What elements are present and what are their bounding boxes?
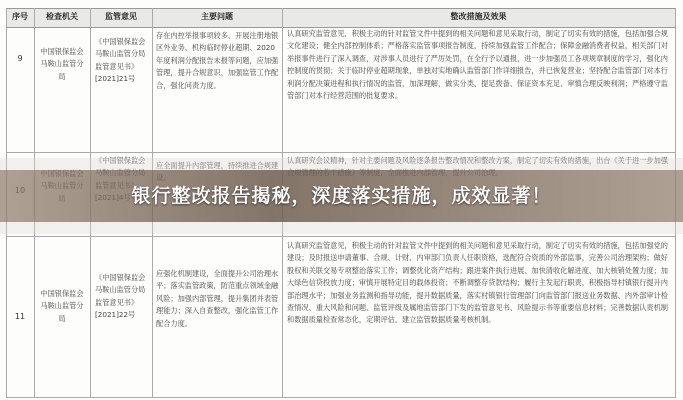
row-number: 11 <box>14 312 26 321</box>
header-agency: 检查机关 <box>46 12 78 21</box>
row-divider <box>6 397 675 398</box>
row-problem: 存在内控举报事项较多、开展注册地银区外业务、机构临时停业超期、2020年度利润分配报告未报等问题，应加强管理，提升合规意识，加强监管工作配合，强化问责力度。 <box>156 31 279 90</box>
row-measures: 认真研究会议精神，针对主要问题及风险逐条报告整改情况和整改方案，制定了切实有效的措施，出台《关于进一步加强 <box>287 156 668 165</box>
row-agency: 中国银保监会马鞍山监管分局 <box>40 289 84 323</box>
row-opinion: 《中国银保监会马鞍山监管分局监管意见书》[2021]22号 <box>95 273 146 320</box>
row-measures: 认真研究监管意见，积极主动的针对监管文件中提到的相关问题和意见采取行动，制定了切实有效的措施，包括加强合规文化建设；健全内部控制体系；严格落实监管事项报告制度，持续加强监管工作配合；保障金融消费者权益，相关部门对举报事件进行了深入调查，对涉事人员进行了严厉处罚，在全行予以通报，进一步加强员工各项规章制度的学习，强化内控制度的贯彻；关于临时停业超期现象，单独对实地确认监管部门作详细报告，并已恢复营业；坚持配合监管部门对本行利润分配决策进程和执行情况的监管，加深理解，做实分类、提足拨备、保证资本充足、审慎合理反映利润；严格遵守监管部门对本行经营范围的批复要求。 <box>287 29 668 101</box>
row-opinion: 《中国银保监会马鞍山监管分局监管意见书》[2021]21号 <box>95 37 146 84</box>
row-problem: 应强化机制建设，全面提升公司治理水平；落实监管政策，防范重点领域金融风险；加强内部管理，提升集团并表管理能力；深入自查整改，强化监管工作配合力度。 <box>156 269 279 328</box>
header-no: 序号 <box>12 12 28 21</box>
header-opinion: 监管意见 <box>105 12 137 21</box>
row-number: 9 <box>17 54 23 63</box>
row-problem: 应全面提升内部管理，持续推进合规建 <box>156 161 279 170</box>
headline-text: 银行整改报告揭秘，深度落实措施，成效显著！ <box>131 185 552 207</box>
header-measures: 整改措施及效果 <box>450 12 507 21</box>
header-problem: 主要问题 <box>201 12 233 21</box>
row-opinion: 《中国银保监会 <box>95 156 146 165</box>
row-divider <box>6 236 675 237</box>
row-measures: 认真研究监管意见，积极主动的针对监管文件中提到的相关问题和意见采取行动，制定了切实有效的措施，包括加强党的建设；及时报送申请董事、合规、计财、内审部门负责人任职资格，选配符合资质的外部监事，完善公司治理架构；做好股权和关联交易专项整治落实工作；调整优化资产结构；跟进案件执行进展、加快清收化解进度、加大核销处置力度；加大绿色信贷投放力度；审慎开展特定目的载体投资；不断调整存贷款结构；履行主发起行职责，积极指导村镇银行提升内部治理水平；加强业务监测和指导功能，提升数据质量，落实村镇银行管理部门向监管部门报送业务数据、内外部审计检查情况、重大风险和问题、监管评级及属地监管部门下发的监管意见书、风险提示书等重要信息材料；完善数据认责机制和数据质量检查常态化，定期评估，建立监管数据质量考核机制。 <box>287 241 668 325</box>
row-agency: 中国银保监会马鞍山监管分局 <box>40 47 84 81</box>
row-divider <box>6 152 675 153</box>
